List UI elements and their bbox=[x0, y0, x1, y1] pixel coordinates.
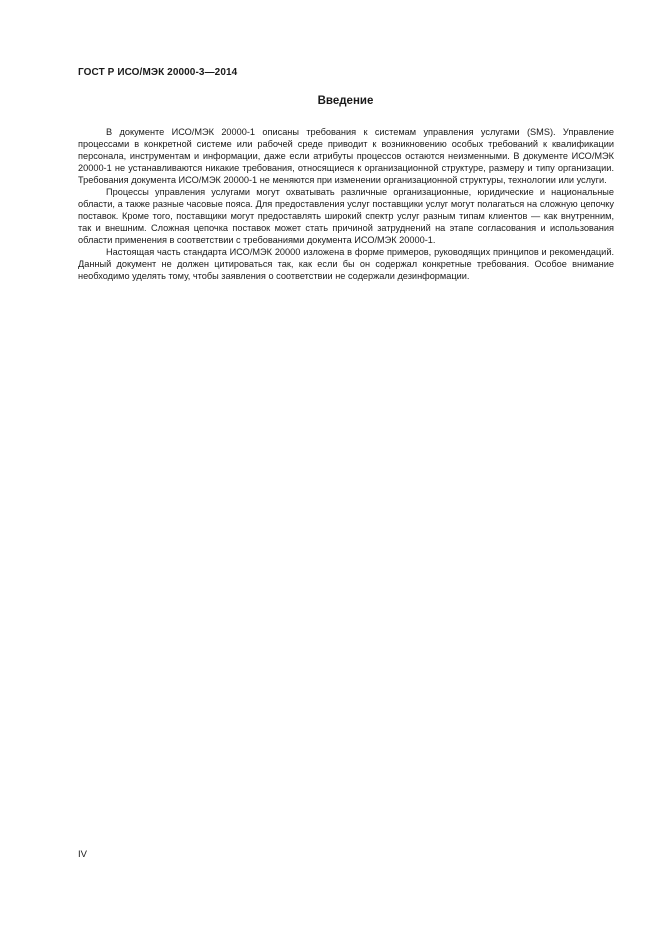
page-number: IV bbox=[78, 849, 87, 860]
paragraph: В документе ИСО/МЭК 20000-1 описаны требования к системам управления услугами (SMS). Управление процессами в конкретной системе или рабочей среде приводит к возникновению особых требований к квалификации персонала, инструментам и информации, даже если атрибуты процессов остаются неизменными. В документе ИСО/МЭК 20000-1 не устанавливаются никакие требования, относящиеся к организационной структуре, размеру и типу организации. Требования документа ИСО/МЭК 20000-1 не меняются при изменении организационной структуры, технологии или услуги. bbox=[78, 127, 614, 185]
paragraph: Процессы управления услугами могут охватывать различные организационные, юридические и национальные области, а также разные часовые пояса. Для предоставления услуг поставщики услуг могут полагаться на сложную цепочку поставок. Кроме того, поставщики могут предоставлять широкий спектр услуг разным типам клиентов — как внутренним, так и внешним. Сложная цепочка поставок может стать причиной затруднений на этапе согласования и использования области применения в соответствии с требованиями документа ИСО/МЭК 20000-1. bbox=[78, 187, 614, 245]
body-text bbox=[78, 126, 614, 282]
section-title: Введение bbox=[317, 95, 374, 107]
paragraph: Настоящая часть стандарта ИСО/МЭК 20000 изложена в форме примеров, руководящих принципов и рекомендаций. Данный документ не должен цитироваться так, как если бы он содержал конкретные требования. Особое внимание необходимо уделять тому, чтобы заявления о соответствии не содержали дезинформации. bbox=[78, 247, 614, 281]
document-header: ГОСТ Р ИСО/МЭК 20000-3—2014 bbox=[78, 67, 238, 78]
